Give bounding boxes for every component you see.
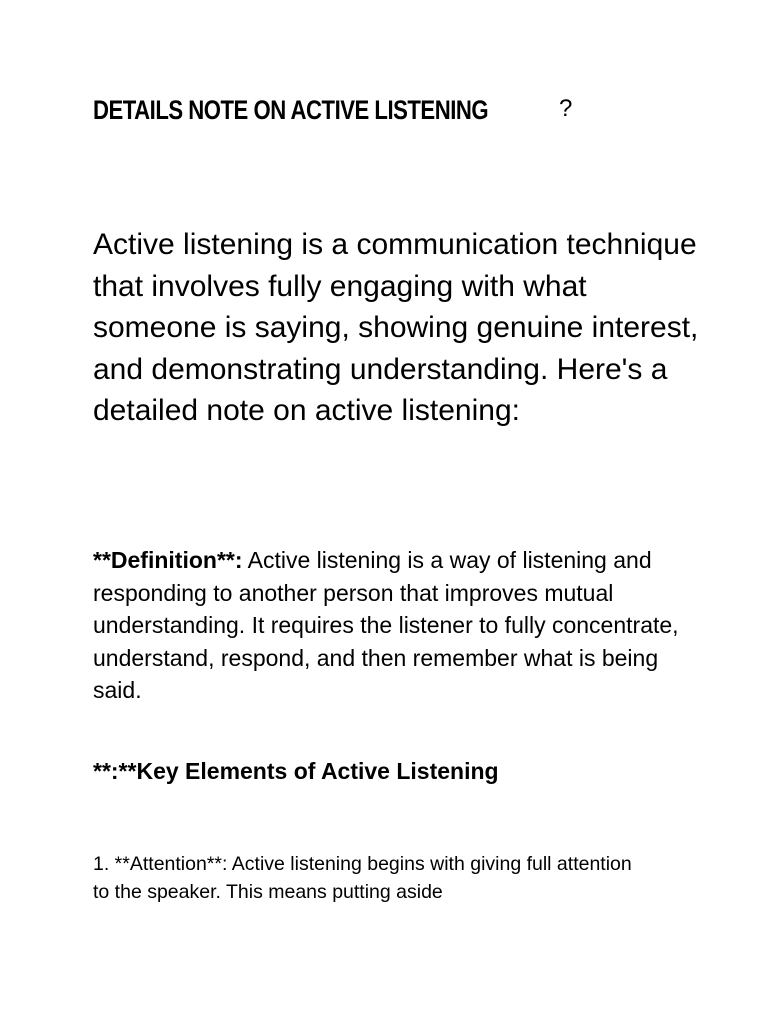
definition-label: **Definition**: — [93, 547, 243, 573]
list-item: 1. **Attention**: Active listening begins with giving full attention to the speaker. This means putting aside — [93, 853, 632, 903]
definition-text: Active listening is a way of listening and responding to another person that improves mutual understanding. It requires the listener to fully concentrate, understand, respond, and then remember what is being said. — [93, 547, 679, 704]
title-question-mark: ? — [559, 95, 573, 122]
section-heading: **:**Key Elements of Active Listening — [93, 758, 499, 784]
document-title — [93, 92, 633, 126]
title-text: DETAILS NOTE ON ACTIVE LISTENING — [93, 95, 489, 125]
intro-paragraph: Active listening is a communication technique that involves fully engaging with what someone is saying, showing genuine interest, and demonstrating understanding. Here's a detailed note on active listening: — [93, 228, 699, 428]
definition-paragraph — [93, 544, 713, 707]
